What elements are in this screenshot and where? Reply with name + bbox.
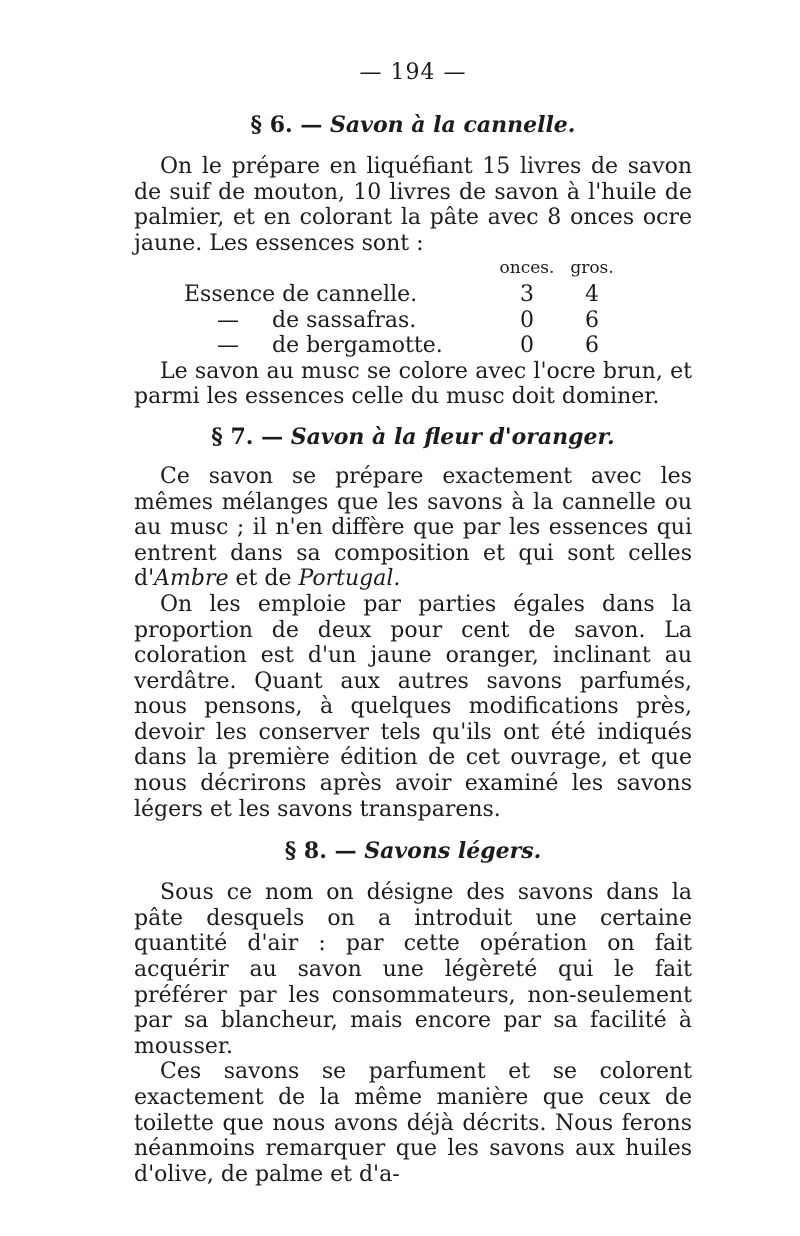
row-onces: 0 [520, 307, 534, 333]
row-prefix: — [217, 333, 239, 359]
section-6-intro: On le prépare en liquéfiant 15 livres de savon de suif de mouton, 10 livres de savon à l'huile de palmier, et en colorant la pâte avec 8 onces ocre jaune. Les essences sont : [134, 154, 692, 256]
row-onces: 0 [520, 333, 534, 359]
row-prefix: — [217, 307, 239, 333]
section-8-title: Savons légers. [364, 838, 542, 865]
section-8-paragraph-2: Ces savons se parfument et se colorent exactement de la même manière que ceux de toilette que nous avons déjà décrits. Nous ferons néanmoins remarquer que les savons aux huiles d'olive, de palme et d'a- [134, 1059, 692, 1187]
section-6-dash: — [300, 112, 323, 138]
section-8-number: § 8. [284, 838, 327, 865]
section-7-paragraph-2: On les emploie par parties égales dans la proportion de deux pour cent de savon. La coloration est d'un jaune oranger, inclinant au verdâtre. Quant aux autres savons parfumés, nous pensons, à quelques modifications près, devoir les conserver tels qu'ils ont été indiqués dans la première édition de cet ouvrage, et que nous décrirons après avoir examiné les savons légers et les savons transparens. [134, 591, 692, 822]
section-7-p1-ambre: Ambre [154, 566, 229, 592]
essence-table [184, 256, 622, 358]
page-number: — 194 — [359, 60, 467, 85]
section-8-paragraph-1: Sous ce nom on désigne des savons dans la pâte desquels on a introduit une certaine quantité d'air : par cette opération on fait acquérir au savon une légèreté qui le fait préférer par les consommateurs, non-seulement par sa blancheur, mais encore par sa facilité à mousser. [134, 880, 692, 1059]
table-row [184, 333, 622, 359]
table-row [184, 282, 622, 308]
essence-table-header [184, 256, 622, 282]
row-gros: 4 [585, 281, 599, 307]
row-gros: 6 [585, 307, 599, 333]
section-7-title: Savon à la fleur d'oranger. [290, 423, 615, 450]
section-7-paragraph-1 [134, 464, 692, 592]
section-6-title: Savon à la cannelle. [330, 112, 576, 138]
section-7-p1-text-b: et de [228, 566, 299, 592]
section-7-p1-portugal: Portugal. [298, 566, 401, 592]
section-7-dash: — [261, 423, 284, 450]
section-6-after: Le savon au musc se colore avec l'ocre brun, et parmi les essences celle du musc doit dominer. [134, 358, 692, 410]
row-onces: 3 [520, 281, 534, 307]
row-name: de bergamotte. [272, 333, 443, 359]
section-6-number: § 6. [250, 112, 293, 138]
section-7-number: § 7. [211, 423, 254, 450]
book-page [134, 58, 692, 1187]
row-name: de sassafras. [272, 307, 417, 333]
row-gros: 6 [585, 333, 599, 359]
row-name: cannelle. [316, 281, 418, 307]
section-6-heading [134, 110, 692, 140]
section-8-heading [134, 836, 692, 866]
table-row [184, 308, 622, 334]
section-8-dash: — [334, 838, 357, 865]
header-gros: gros. [570, 258, 614, 279]
header-onces: onces. [499, 258, 555, 279]
section-7-heading [134, 422, 692, 452]
section-7-p1-text-a: Ce savon se prépare exactement avec les mêmes mélanges que les savons à la cannelle ou au musc ; il n'en diffère que par les essences qui entrent dans sa composition et qui sont celles d' [134, 463, 692, 592]
row-prefix: Essence de [184, 281, 310, 307]
